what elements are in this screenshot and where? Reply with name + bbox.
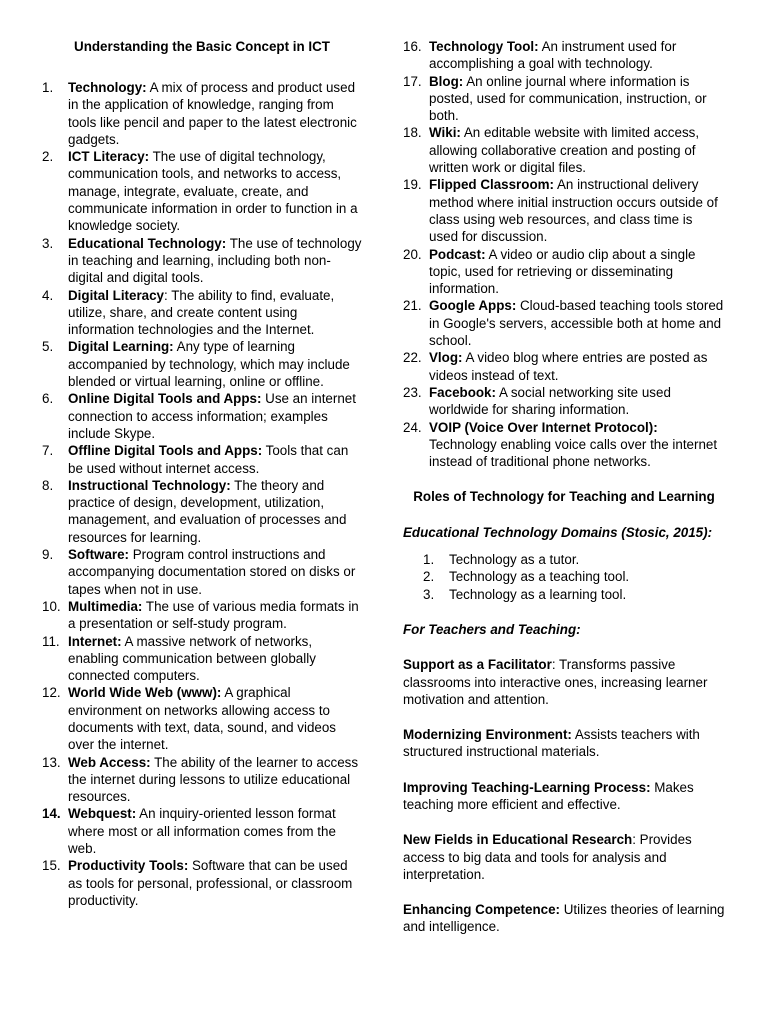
item-number: 1. xyxy=(423,552,435,568)
item-number: 4. xyxy=(42,287,54,303)
term-definition: Use an internet connection to access information; examples include Skype. xyxy=(68,391,356,441)
item-number: 24. xyxy=(403,419,422,435)
role-text: Makes teaching more efficient and effective. xyxy=(403,779,694,812)
term-definition: An instrument used for accomplishing a goal with technology. xyxy=(429,39,677,72)
term-item xyxy=(403,124,725,176)
role-text: Assists teachers with structured instructional materials. xyxy=(403,727,700,760)
term-name: Google Apps: xyxy=(429,298,517,314)
item-number: 5. xyxy=(42,339,54,355)
term-definition: Technology enabling voice calls over the internet instead of traditional phone networks. xyxy=(429,436,718,470)
term-definition: Software that can be used as tools for personal, professional, or classroom productivity. xyxy=(68,858,353,908)
term-definition: Program control instructions and accompanying documentation stored on disks or tapes when not in use. xyxy=(68,547,356,597)
roles-section-title: Roles of Technology for Teaching and Learning xyxy=(413,489,715,505)
document-title: Understanding the Basic Concept in ICT xyxy=(74,39,330,54)
term-name: Software: xyxy=(68,547,130,563)
term-name: Flipped Classroom: xyxy=(429,177,554,193)
term-item xyxy=(403,246,725,298)
term-item xyxy=(403,297,725,349)
role-text: Utilizes theories of learning and intelligence. xyxy=(403,902,725,935)
term-definition: The use of various media formats in a presentation or self-study program. xyxy=(68,598,359,632)
term-name: Podcast: xyxy=(429,246,486,262)
term-name: Multimedia: xyxy=(68,598,143,614)
item-number: 19. xyxy=(403,177,422,193)
term-name: Vlog: xyxy=(429,350,463,366)
term-definition: A video or audio clip about a single topic, used for retrieving or disseminating information. xyxy=(429,246,696,297)
domain-item xyxy=(403,568,725,585)
term-item xyxy=(42,633,362,685)
term-definition: The use of digital technology, communication tools, and networks to access, manage, integrate, evaluate, create, and communicate information in order to function in a knowledge society. xyxy=(68,149,358,234)
domain-item xyxy=(403,586,725,603)
term-name: Digital Literacy xyxy=(68,287,164,303)
role-title: Modernizing Environment: xyxy=(403,727,572,743)
domain-text: Technology as a learning tool. xyxy=(449,586,627,602)
term-definition: A video blog where entries are posted as videos instead of text. xyxy=(429,350,708,383)
item-number: 3. xyxy=(42,235,54,251)
role-paragraph xyxy=(403,726,725,761)
term-name: Online Digital Tools and Apps: xyxy=(68,391,262,407)
term-definition: An inquiry-oriented lesson format where most or all information comes from the web. xyxy=(68,806,336,857)
role-paragraph xyxy=(403,831,725,883)
term-item xyxy=(42,684,362,753)
term-name: Web Access: xyxy=(68,754,151,770)
role-paragraph xyxy=(403,779,725,814)
role-title: Enhancing Competence: xyxy=(403,902,560,918)
term-definition: : The ability to find, evaluate, utilize, share, and create content using information technologies and the Internet. xyxy=(68,287,335,338)
term-item xyxy=(42,148,362,234)
item-number: 18. xyxy=(403,125,422,141)
term-item xyxy=(403,176,725,245)
item-number: 16. xyxy=(403,39,422,54)
role-paragraph xyxy=(403,656,725,708)
role-title: Improving Teaching-Learning Process: xyxy=(403,779,651,795)
left-column xyxy=(42,0,362,909)
term-name: Educational Technology: xyxy=(68,235,227,251)
role-text: : Transforms passive classrooms into interactive ones, increasing learner motivation and attention. xyxy=(403,657,708,707)
term-name: Instructional Technology: xyxy=(68,477,231,493)
domain-text: Technology as a teaching tool. xyxy=(449,569,630,585)
term-item xyxy=(42,287,362,339)
term-item xyxy=(403,349,725,384)
term-name: Wiki: xyxy=(429,125,461,141)
term-name: Technology: xyxy=(68,80,147,95)
term-item xyxy=(42,477,362,546)
term-definition: A graphical environment on networks allowing access to documents with text, data, sound, and videos over the internet. xyxy=(68,685,336,753)
domains-list xyxy=(403,551,725,603)
term-definition: Any type of learning accompanied by technology, which may include blended or virtual learning, online or offline. xyxy=(68,339,350,390)
term-definition: Cloud-based teaching tools stored in Google's servers, accessible both at home and school. xyxy=(429,298,724,349)
item-number: 9. xyxy=(42,547,54,563)
role-paragraph xyxy=(403,901,725,936)
term-definition: The theory and practice of design, development, utilization, management, and evaluation of processes and resources for learning. xyxy=(68,477,347,545)
term-item xyxy=(403,384,725,419)
item-number: 6. xyxy=(42,391,54,407)
domains-heading: Educational Technology Domains (Stosic, 2015): xyxy=(403,524,713,540)
term-name: Facebook: xyxy=(429,384,496,400)
terms-list-part-2 xyxy=(403,38,725,470)
term-name: Webquest: xyxy=(68,806,137,822)
item-number: 2. xyxy=(423,569,435,585)
role-text: : Provides access to big data and tools for analysis and interpretation. xyxy=(403,832,692,882)
item-number: 14. xyxy=(42,806,61,822)
term-definition: The use of technology in teaching and learning, including both non-digital and digital tools. xyxy=(68,235,362,286)
term-item xyxy=(42,390,362,442)
item-number: 21. xyxy=(403,298,422,314)
teachers-heading: For Teachers and Teaching: xyxy=(403,621,581,637)
term-item xyxy=(42,338,362,390)
term-definition: A massive network of networks, enabling communication between globally connected computers. xyxy=(68,633,316,684)
item-number: 7. xyxy=(42,443,54,459)
term-item xyxy=(42,754,362,806)
item-number: 20. xyxy=(403,246,422,262)
term-item xyxy=(42,79,362,148)
item-number: 1. xyxy=(42,80,54,95)
term-item xyxy=(42,598,362,633)
domain-item xyxy=(403,551,725,568)
term-definition: A social networking site used worldwide for sharing information. xyxy=(429,384,671,418)
term-item xyxy=(403,38,725,73)
term-definition: Tools that can be used without internet access. xyxy=(68,443,349,476)
right-column xyxy=(403,0,725,936)
item-number: 13. xyxy=(42,754,61,770)
term-name: Blog: xyxy=(429,73,464,89)
term-definition: The ability of the learner to access the internet during lessons to utilize educational resources. xyxy=(68,754,359,805)
term-item xyxy=(42,235,362,287)
role-title: New Fields in Educational Research xyxy=(403,832,633,848)
role-title: Support as a Facilitator xyxy=(403,657,552,673)
term-name: ICT Literacy: xyxy=(68,149,150,165)
item-number: 10. xyxy=(42,598,61,614)
term-definition: An online journal where information is posted, used for communication, instruction, or both. xyxy=(429,73,707,124)
item-number: 22. xyxy=(403,350,422,366)
term-item xyxy=(42,805,362,857)
term-name: Productivity Tools: xyxy=(68,858,189,874)
term-name: Offline Digital Tools and Apps: xyxy=(68,443,263,459)
term-definition: An instructional delivery method where initial instruction occurs outside of class using web resources, and class time is used for discussion. xyxy=(429,177,718,245)
term-definition: A mix of process and product used in the application of knowledge, ranging from tools like pencil and paper to the latest electronic gadgets. xyxy=(68,80,357,147)
item-number: 11. xyxy=(42,633,60,649)
domain-text: Technology as a tutor. xyxy=(449,552,580,568)
item-number: 3. xyxy=(423,586,435,602)
terms-list-part-1 xyxy=(42,79,362,909)
term-item xyxy=(403,73,725,125)
term-item xyxy=(42,546,362,598)
term-name: Digital Learning: xyxy=(68,339,174,355)
term-name: World Wide Web (www): xyxy=(68,685,222,701)
term-name: VOIP (Voice Over Internet Protocol): xyxy=(429,419,658,435)
term-item xyxy=(42,857,362,909)
item-number: 17. xyxy=(403,73,422,89)
item-number: 23. xyxy=(403,384,422,400)
item-number: 8. xyxy=(42,477,54,493)
item-number: 2. xyxy=(42,149,54,165)
term-name: Technology Tool: xyxy=(429,39,539,54)
term-item xyxy=(42,442,362,477)
term-item xyxy=(403,419,725,471)
term-definition: An editable website with limited access, allowing collaborative creation and posting of written work or digital files. xyxy=(429,125,700,176)
term-name: Internet: xyxy=(68,633,122,649)
item-number: 15. xyxy=(42,858,61,874)
item-number: 12. xyxy=(42,685,61,701)
